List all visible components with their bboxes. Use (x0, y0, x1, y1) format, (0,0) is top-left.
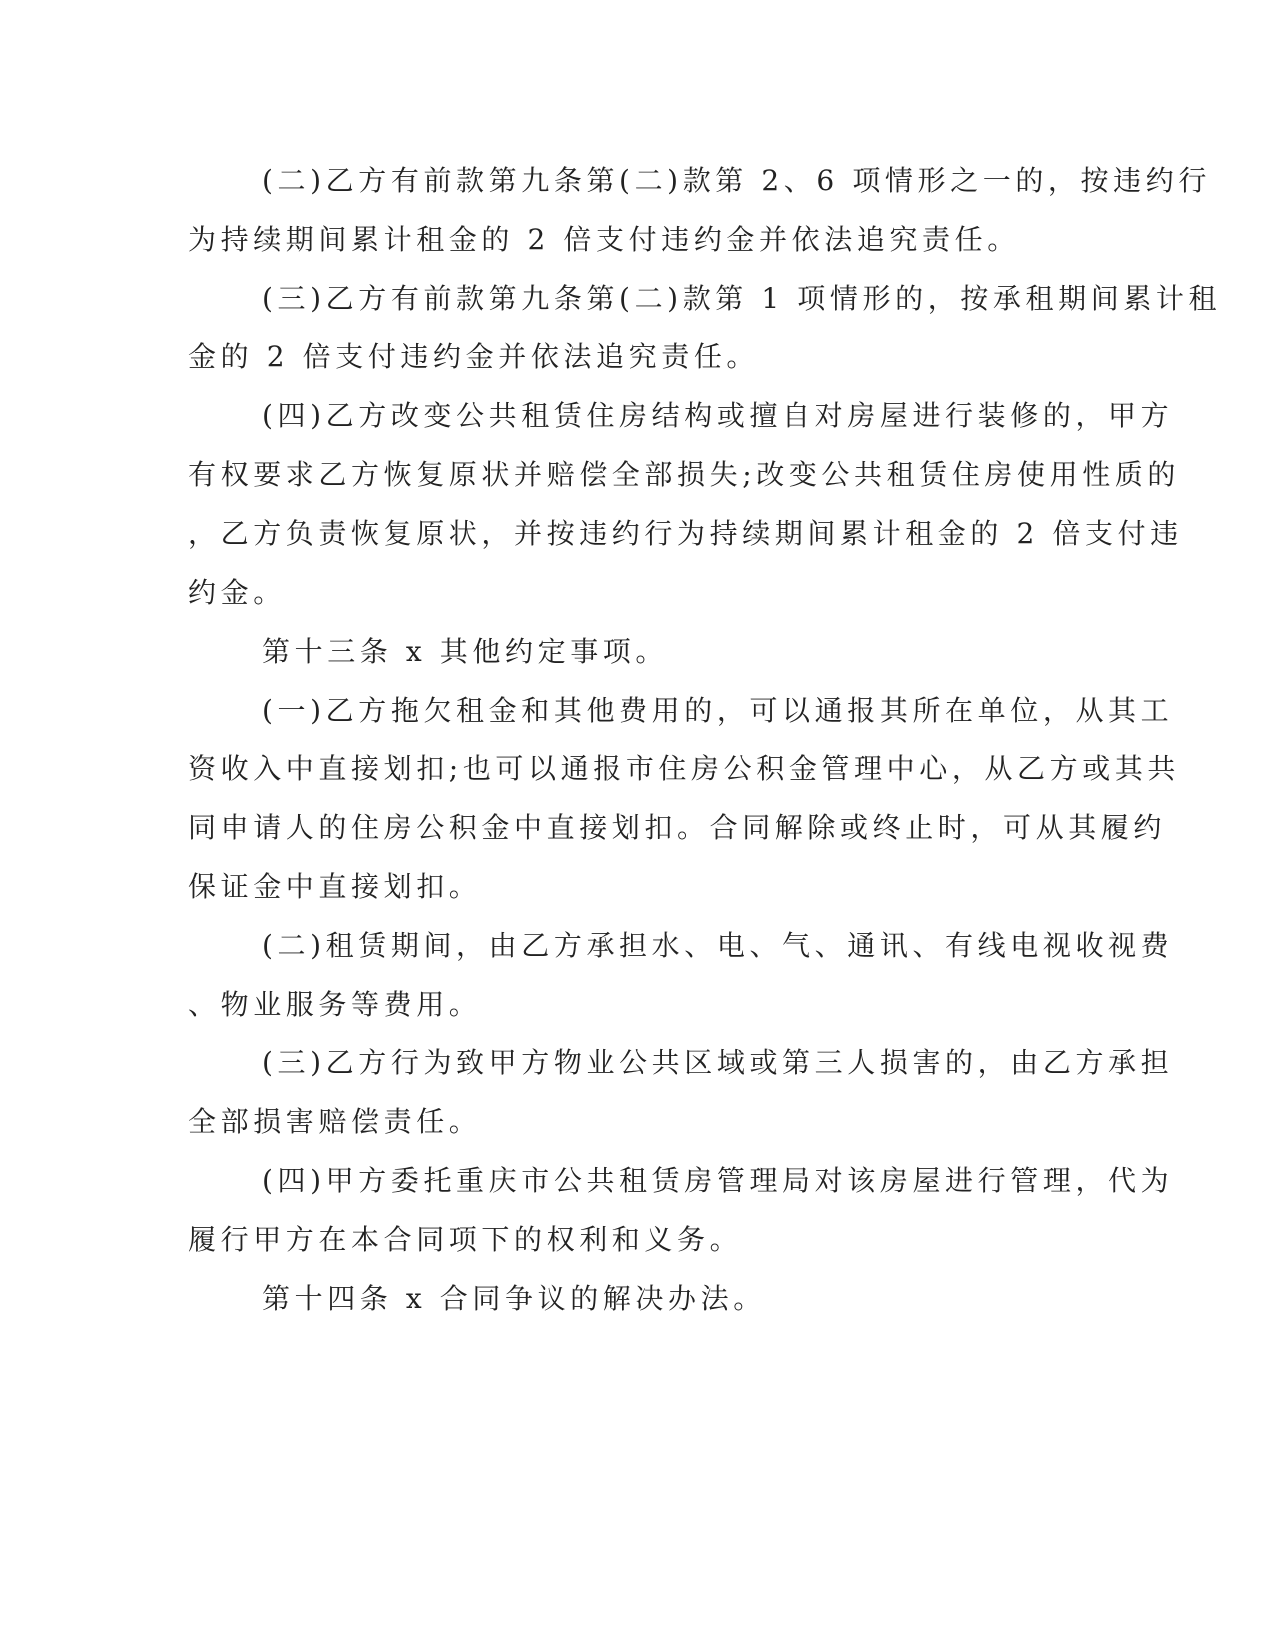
text-line: 履行甲方在本合同项下的权利和义务。 (188, 1223, 743, 1256)
text-line: 约金。 (188, 576, 286, 609)
text-line: (三)乙方行为致甲方物业公共区域或第三人损害的，由乙方承担 (262, 1046, 1174, 1079)
text-line: ，乙方负责恢复原状，并按违约行为持续期间累计租金的 2 倍支付违 (188, 517, 1183, 550)
section-heading: 第十四条 x 合同争议的解决办法。 (262, 1282, 766, 1315)
text-line: 资收入中直接划扣;也可以通报市住房公积金管理中心，从乙方或其共 (188, 752, 1181, 785)
text-line: (一)乙方拖欠租金和其他费用的，可以通报其所在单位，从其工 (262, 694, 1174, 727)
text-line: 同申请人的住房公积金中直接划扣。合同解除或终止时，可从其履约 (188, 811, 1167, 844)
text-line: (三)乙方有前款第九条第(二)款第 1 项情形的，按承租期间累计租 (262, 282, 1222, 315)
text-line: (二)租赁期间，由乙方承担水、电、气、通讯、有线电视收视费 (262, 929, 1174, 962)
text-line: 全部损害赔偿责任。 (188, 1105, 482, 1138)
text-line: (四)甲方委托重庆市公共租赁房管理局对该房屋进行管理，代为 (262, 1164, 1174, 1197)
text-line: (四)乙方改变公共租赁住房结构或擅自对房屋进行装修的，甲方 (262, 399, 1174, 432)
section-heading: 第十三条 x 其他约定事项。 (262, 635, 668, 668)
text-line: 有权要求乙方恢复原状并赔偿全部损失;改变公共租赁住房使用性质的 (188, 458, 1181, 491)
text-line: (二)乙方有前款第九条第(二)款第 2、6 项情形之一的，按违约行 (262, 164, 1211, 197)
text-line: 金的 2 倍支付违约金并依法追究责任。 (188, 340, 760, 373)
text-line: 保证金中直接划扣。 (188, 870, 482, 903)
text-line: 为持续期间累计租金的 2 倍支付违约金并依法追究责任。 (188, 223, 1020, 256)
text-line: 、物业服务等费用。 (188, 988, 482, 1021)
